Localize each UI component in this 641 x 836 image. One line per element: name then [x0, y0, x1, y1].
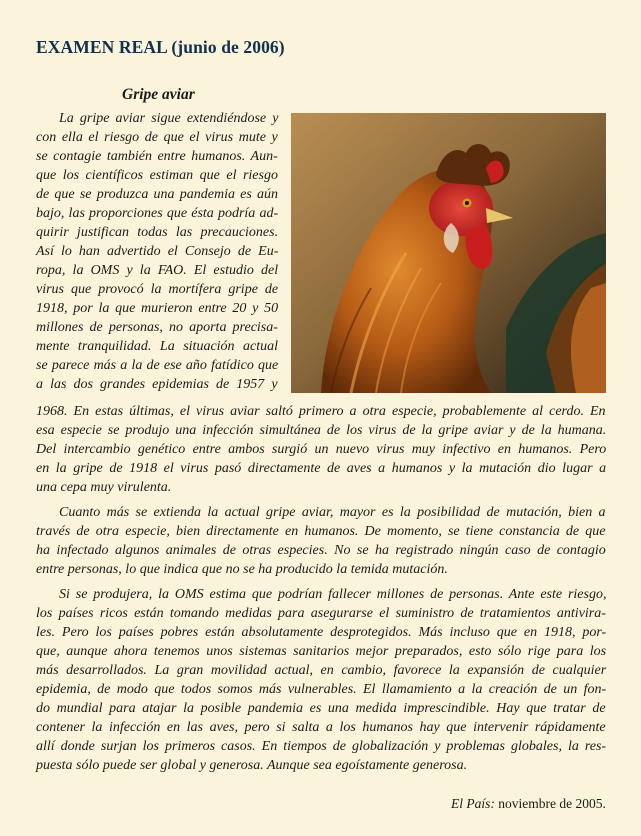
article-line: allí donde surjan los primeros casos. En tiempos de globalización y problemas globales, la res-	[36, 739, 607, 754]
article-line: contener la infección en las aves, pero si salta a los humanos hay que intervenir rápidamente	[36, 720, 606, 735]
article-line: ha infectado algunos animales de otras especies. No se ha registrado ningún caso de contagio	[36, 543, 606, 558]
article-line: mente tranquilidad. La situación actual	[36, 339, 279, 354]
article-line: les. Pero los países pobres están absolutamente desprotegidos. Más incluso que en 1918, por-	[36, 625, 607, 640]
article-line: se parece más a la de ese año fatídico que	[36, 358, 279, 373]
article-line: que, aunque ahora tenemos unos sistemas sanitarios mejor preparados, esto sólo rige para los	[36, 644, 607, 659]
article-line: entre personas, lo que indica que no se ha producido la temida mutación.	[36, 562, 448, 577]
article-line: virus que provocó la mortífera gripe de	[36, 282, 279, 297]
article-line: ropa, la OMS y la FAO. El estudio del	[36, 263, 279, 278]
article-line: bajo, las proporciones que ésta podría ad-	[36, 206, 279, 221]
article-line: Así lo han advertido el Consejo de Eu-	[36, 244, 279, 259]
article-line: puesta sólo puede ser global y generosa. Aunque sea egoístamente generosa.	[36, 758, 468, 773]
article-line: a las dos grandes epidemias de 1957 y	[36, 377, 278, 392]
article-line: una cepa muy virulenta.	[36, 480, 172, 495]
source-publication: El País:	[451, 796, 495, 811]
article-line: do mundial para atajar la posible pandemia es una medida imprescindible. Hay que tratar de	[36, 701, 606, 716]
article-line: Si se produjera, la OMS estima que podrían fallecer millones de personas. Ante este riesgo,	[59, 587, 607, 602]
article-line: esa especie se produjo una infección simultánea de los virus de la gripe aviar y de la humana.	[36, 423, 607, 438]
source-date: noviembre de 2005.	[498, 796, 606, 811]
article-title: Gripe aviar	[122, 86, 195, 103]
exam-title: EXAMEN REAL (junio de 2006)	[36, 37, 285, 57]
article-line: se contagie también entre humanos. Aun-	[36, 149, 278, 164]
article-line: 1918, por la que murieron entre 20 y 50	[36, 301, 279, 316]
article-line: epidemia, de modo que todos somos más vulnerables. El llamamiento a la creación de un fon-	[36, 682, 607, 697]
article-line: en la gripe de 1918 el virus pasó directamente de aves a humanos y la mutación dio lugar a	[36, 461, 607, 476]
article-line: más desarrollados. La gran movilidad actual, en cambio, favorece la expansión de cualquier	[36, 663, 607, 678]
article-line: 1968. En estas últimas, el virus aviar saltó primero a otra especie, probablemente al cerdo. En	[36, 404, 606, 419]
article-line: través de otra especie, bien directamente en humanos. De momento, se tiene constancia de que	[36, 524, 606, 539]
article-line: de que se produzca una pandemia es aún	[36, 187, 279, 202]
rooster-photo	[291, 113, 606, 393]
article-line: que los científicos estiman que el riesgo	[36, 168, 278, 183]
article-source	[451, 796, 606, 812]
article-line: La gripe aviar sigue extendiéndose y	[59, 111, 279, 126]
article-line: los países ricos están tomando medidas para asegurarse el suministro de tratamientos antivira-	[36, 606, 606, 621]
article-line: Del intercambio genético entre ambos surgió un nuevo virus muy infectivo en humanos. Pero	[36, 442, 607, 457]
article-line: millones de personas, no aporta precisa-	[36, 320, 278, 335]
article-line: con ella el riesgo de que el virus mute y	[36, 130, 278, 145]
article-line: quirir justifican todas las precauciones.	[36, 225, 279, 240]
article-line: Cuanto más se extienda la actual gripe aviar, mayor es la posibilidad de mutación, bien a	[59, 505, 606, 520]
